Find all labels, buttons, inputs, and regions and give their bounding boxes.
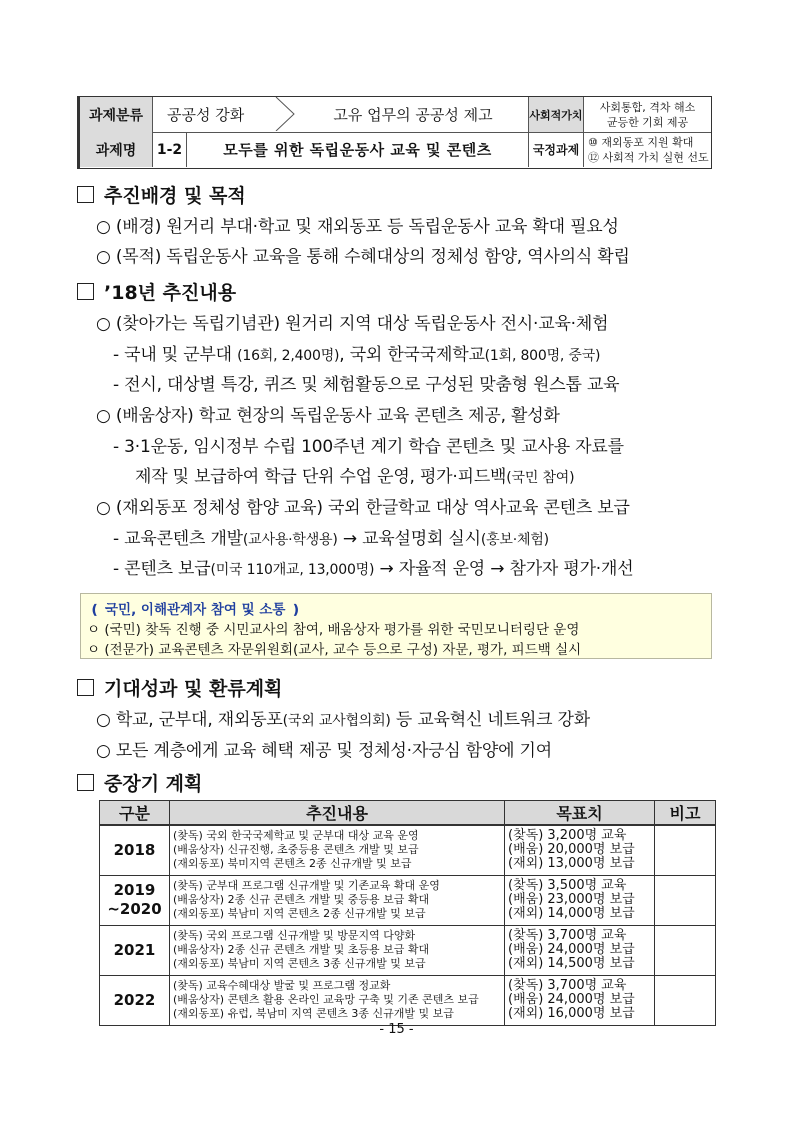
- bullet-background: ○ (배경) 원거리 부대·학교 및 재외동포 등 독립운동사 교육 확대 필요성: [96, 217, 619, 237]
- national-task-line1: ⑩ 재외동포 지원 확대: [588, 135, 694, 149]
- col-header-content: 추진내용: [170, 801, 505, 826]
- checkbox-square-icon: [77, 283, 94, 300]
- dash-content-development: - 교육콘텐츠 개발(교사용·학생용) → 교육설명회 실시(홍보·체험): [113, 529, 549, 549]
- dash-one-stop-education: - 전시, 대상별 특강, 퀴즈 및 체험활동으로 구성된 맞춤형 원스톱 교육: [113, 375, 620, 395]
- remarks-cell: [655, 925, 716, 975]
- bullet-benefits: ○ 모든 계층에게 교육 혜택 제공 및 정체성·자긍심 함양에 기여: [96, 741, 552, 761]
- page-number: - 15 -: [379, 1022, 414, 1037]
- bullet-overseas-koreans: ○ (재외동포 정체성 함양 교육) 국외 한글학교 대상 역사교육 콘텐츠 보급: [96, 498, 630, 518]
- content-cell: (찾독) 군부대 프로그램 신규개발 및 기존교육 확대 운영 (배움상자) 2종 신규 콘텐츠 개발 및 중등용 보급 확대 (재외동포) 북남미 지역 콘텐츠 2종 신규개발 및 보급: [170, 875, 505, 925]
- task-header-table: [77, 96, 712, 169]
- target-cell: (찾독) 3,700명 교육 (배움) 24,000명 보급 (재외) 14,500명 보급: [505, 925, 655, 975]
- social-value-line1: 사회통합, 격차 해소: [599, 100, 696, 114]
- target-cell: (찾독) 3,500명 교육 (배움) 23,000명 보급 (재외) 14,000명 보급: [505, 875, 655, 925]
- content-cell: (찾독) 국외 한국국제학교 및 군부대 대상 교육 운영 (배움상자) 신규진행, 초중등용 콘텐츠 개발 및 보급 (재외동포) 북미지역 콘텐츠 2종 신규개발 및 보급: [170, 825, 505, 875]
- section-title-text: 중장기 계획: [104, 773, 203, 795]
- target-cell: (찾독) 3,200명 교육 (배움) 20,000명 보급 (재외) 13,000명 보급: [505, 825, 655, 875]
- task-number: 1-2: [153, 132, 187, 167]
- checkbox-square-icon: [77, 679, 94, 696]
- col-header-target: 목표치: [505, 801, 655, 826]
- content-cell: (찾독) 국외 프로그램 신규개발 및 방문지역 다양화 (배움상자) 2종 신규 콘텐츠 개발 및 초등용 보급 확대 (재외동포) 북남미 지역 콘텐츠 3종 신규개발 및 보급: [170, 925, 505, 975]
- target-cell: (찾독) 3,700명 교육 (배움) 24,000명 보급 (재외) 16,000명 보급: [505, 975, 655, 1025]
- checkbox-square-icon: [77, 774, 94, 791]
- header-row-category: [80, 97, 711, 133]
- chevron-right-icon: [274, 97, 296, 131]
- checkbox-square-icon: [77, 186, 94, 203]
- dash-centennial-content: - 3·1운동, 임시정부 수립 100주년 계기 학습 콘텐츠 및 교사용 자료를: [113, 437, 624, 457]
- year-cell: 2022: [100, 975, 170, 1025]
- callout-line-experts: ㅇ (전문가) 교육콘텐츠 자문위원회(교사, 교수 등으로 구성) 자문, 평가, 피드백 실시: [87, 642, 582, 658]
- year-cell: 2019 ~2020: [100, 875, 170, 925]
- remarks-cell: [655, 875, 716, 925]
- dash-domestic-overseas: - 국내 및 군부대 (16회, 2,400명), 국외 한국국제학교(1회, 800명, 중국): [113, 345, 601, 365]
- table-row: [100, 925, 716, 975]
- social-value-line2: 균등한 기회 제공: [606, 115, 689, 129]
- dash-centennial-content-cont: 제작 및 보급하여 학급 단위 수업 운영, 평가·피드백(국민 참여): [135, 467, 575, 487]
- label-national-task: 국정과제: [528, 132, 584, 167]
- table-row: [100, 825, 716, 875]
- bullet-purpose: ○ (목적) 독립운동사 교육을 통해 수혜대상의 정체성 함양, 역사의식 확립: [96, 247, 630, 267]
- section-title-long-term: [77, 769, 202, 796]
- long-term-plan-table: [99, 800, 716, 1026]
- section-title-2018: [77, 278, 236, 305]
- label-task: 과제명: [80, 132, 153, 167]
- col-header-division: 구분: [100, 801, 170, 826]
- section-title-text: ’18년 추진내용: [104, 282, 237, 304]
- label-social-value: 사회적가치: [528, 97, 584, 132]
- remarks-cell: [655, 975, 716, 1025]
- table-row: [100, 975, 716, 1025]
- label-category: 과제분류: [80, 97, 153, 132]
- section-title-text: 추진배경 및 목적: [104, 185, 246, 207]
- callout-line-public: ㅇ (국민) 찾독 진행 중 시민교사의 참여, 배움상자 평가를 위한 국민모니터링단 운영: [87, 622, 580, 638]
- social-value-text: [584, 97, 711, 132]
- callout-title: ❪ 국민, 이해관계자 참여 및 소통 ❫: [89, 602, 302, 618]
- national-task-line2: ⑫ 사회적 가치 실현 선도: [588, 150, 709, 164]
- category-2: 고유 업무의 공공성 제고: [333, 106, 493, 124]
- section-title-text: 기대성과 및 환류계획: [104, 678, 283, 700]
- bullet-visiting-museum: ○ (찾아가는 독립기념관) 원거리 지역 대상 독립운동사 전시·교육·체험: [96, 314, 609, 334]
- remarks-cell: [655, 825, 716, 875]
- year-cell: 2021: [100, 925, 170, 975]
- dash-content-distribution: - 콘텐츠 보급(미국 110개교, 13,000명) → 자율적 운영 → 참가자 평가·개선: [113, 559, 634, 579]
- content-cell: (찾독) 교육수혜대상 발굴 및 프로그램 정교화 (배움상자) 콘텐츠 활용 온라인 교육망 구축 및 기존 콘텐츠 보급 (재외동포) 유럽, 북남미 지역 콘텐츠 3종 신규개발 및 보급: [170, 975, 505, 1025]
- year-cell: 2018: [100, 825, 170, 875]
- section-title-outcomes: [77, 674, 282, 701]
- participation-callout: [80, 593, 712, 659]
- table-row: [100, 875, 716, 925]
- national-task-text: [584, 132, 711, 167]
- header-row-task: [80, 132, 711, 167]
- table-header-row: [100, 801, 716, 826]
- bullet-network: ○ 학교, 군부대, 재외동포(국외 교사협의회) 등 교육혁신 네트워크 강화: [96, 710, 590, 730]
- section-title-background: [77, 181, 246, 208]
- task-name: 모두를 위한 독립운동사 교육 및 콘텐츠: [223, 141, 492, 159]
- bullet-learning-box: ○ (배움상자) 학교 현장의 독립운동사 교육 콘텐츠 제공, 활성화: [96, 406, 560, 426]
- category-1: 공공성 강화: [167, 106, 245, 124]
- col-header-remarks: 비고: [655, 801, 716, 826]
